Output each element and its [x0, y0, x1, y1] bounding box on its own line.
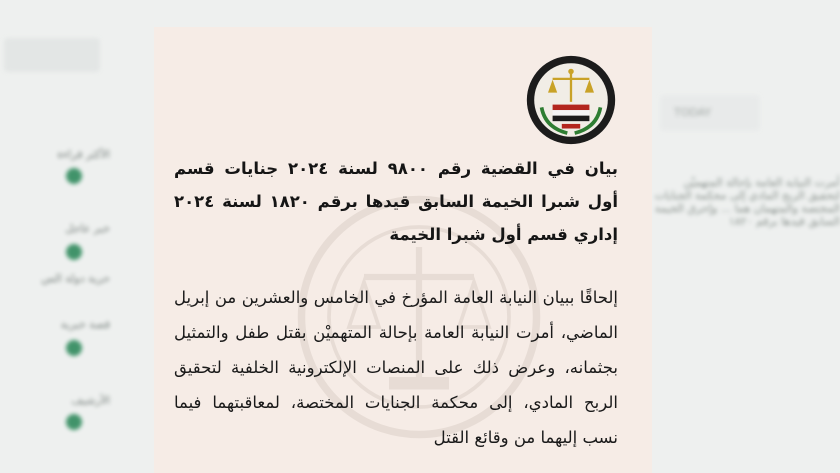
- background-right-text: أمرت النيابة العامة بإحالة المتهميْن لتحقيق الربح المادي إلى محكمة الجنايات المختصة والمتهمان هما ... وإحرق الخيمة السابق قيدها برقم ١٨٢٠: [654, 176, 840, 228]
- background-left-item: حرية دولة الس: [41, 272, 110, 285]
- background-dot-icon: [66, 340, 82, 356]
- background-left-item: الأرشيف: [71, 394, 110, 407]
- background-dot-icon: [66, 414, 82, 430]
- statement-document: [154, 27, 652, 473]
- background-dot-icon: [66, 168, 82, 184]
- background-right-box-text: TODAY: [674, 106, 712, 119]
- background-right-box: [660, 95, 760, 131]
- background-left-item: الأكثر قراءة: [57, 148, 110, 161]
- background-tab: [4, 38, 100, 72]
- statement-body: إلحاقًا ببيان النيابة العامة المؤرخ في الخامس والعشرين من إبريل الماضي، أمرت النيابة العامة بإحالة المتهميْن بقتل طفل والتمثيل بجثمانه، وعرض ذلك على المنصات الإلكترونية الخلفية لتحقيق الربح المادي، إلى محكمة الجنايات المختصة، لمعاقبتهما فيما نسب إليهما من وقائع القتل: [174, 288, 618, 447]
- background-left-item: قصة خبرية: [60, 318, 110, 331]
- public-prosecution-emblem-icon: [525, 54, 617, 146]
- statement-title: بيان في القضية رقم ٩٨٠٠ لسنة ٢٠٢٤ جنايات قسم أول شبرا الخيمة السابق قيدها برقم ١٨٢٠ لسنة ٢٠٢٤ إداري قسم أول شبرا الخيمة: [174, 159, 619, 244]
- background-left-item: خبر عاجل: [65, 222, 110, 235]
- background-dot-icon: [66, 244, 82, 260]
